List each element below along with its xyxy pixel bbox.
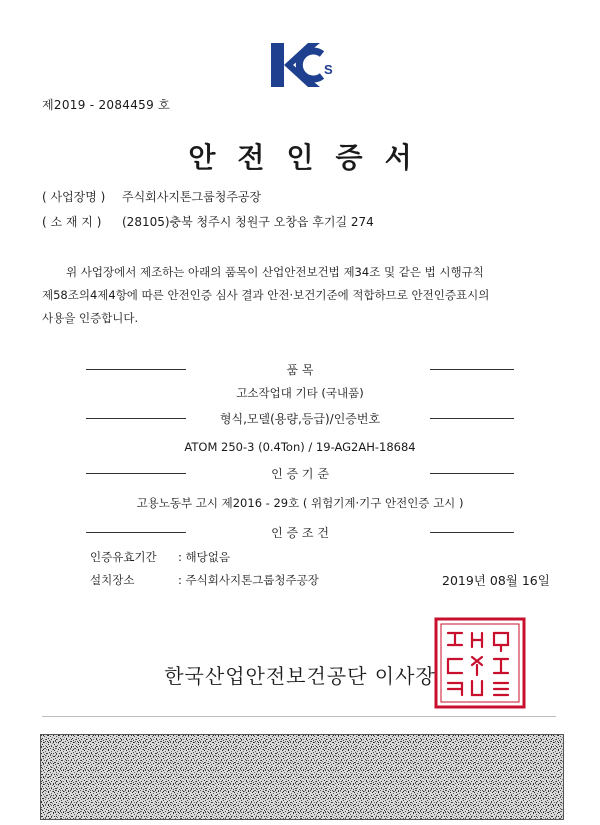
- page-title: 안전인증서: [188, 141, 434, 174]
- statement-line-2: 제58조의4제4항에 따른 안전인증 심사 결과 안전·보건기준에 적합하므로 안전인증표시의: [42, 288, 490, 302]
- company-row: [42, 188, 261, 205]
- company-value: 주식회사지톤그룹청주공장: [122, 190, 262, 204]
- condition-location-row: [90, 572, 319, 588]
- model-heading: 형식,모델(용량,등급)/인증번호: [219, 412, 381, 426]
- standard-value: 고용노동부 고시 제2016 - 29호 ( 위험기계·기구 안전인증 고시 ): [136, 496, 464, 510]
- noise-pattern-icon: [41, 735, 563, 819]
- condition-validity-row: [90, 549, 230, 565]
- condition-label: 설치장소: [90, 573, 135, 587]
- statement-line-1: 위 사업장에서 제조하는 아래의 품목이 산업안전보건법 제34조 및 같은 법 시행규칙: [66, 265, 484, 279]
- conditions-heading: 인 증 조 건: [271, 526, 329, 540]
- company-label: ( 사업장명 ): [42, 190, 106, 204]
- statement-line-3: 사용을 인증합니다.: [42, 311, 139, 325]
- condition-value: : 주식회사지톤그룹청주공장: [178, 573, 319, 587]
- model-value: ATOM 250-3 (0.4Ton) / 19-AG2AH-18684: [184, 440, 416, 454]
- issue-date: 2019년 08월 16일: [442, 573, 550, 588]
- security-pattern-band: [40, 734, 564, 820]
- kc-logo-text: S: [324, 62, 333, 77]
- address-label: ( 소 재 지 ): [42, 215, 102, 229]
- condition-label: 인증유효기간: [90, 550, 157, 564]
- standard-heading: 인 증 기 준: [271, 467, 329, 481]
- condition-value: : 해당없음: [178, 550, 230, 564]
- kc-mark-icon: [268, 40, 338, 90]
- certificate-number: 제2019 - 2084459 호: [42, 98, 171, 112]
- item-value: 고소작업대 기타 (국내품): [236, 386, 364, 400]
- item-heading: 품 목: [286, 363, 314, 377]
- address-value: (28105)충북 청주시 청원구 오창읍 후기길 274: [122, 215, 374, 229]
- address-row: [42, 213, 374, 230]
- bottom-divider: [42, 716, 556, 717]
- issuer-name: 한국산업안전보건공단 이사장: [164, 664, 436, 688]
